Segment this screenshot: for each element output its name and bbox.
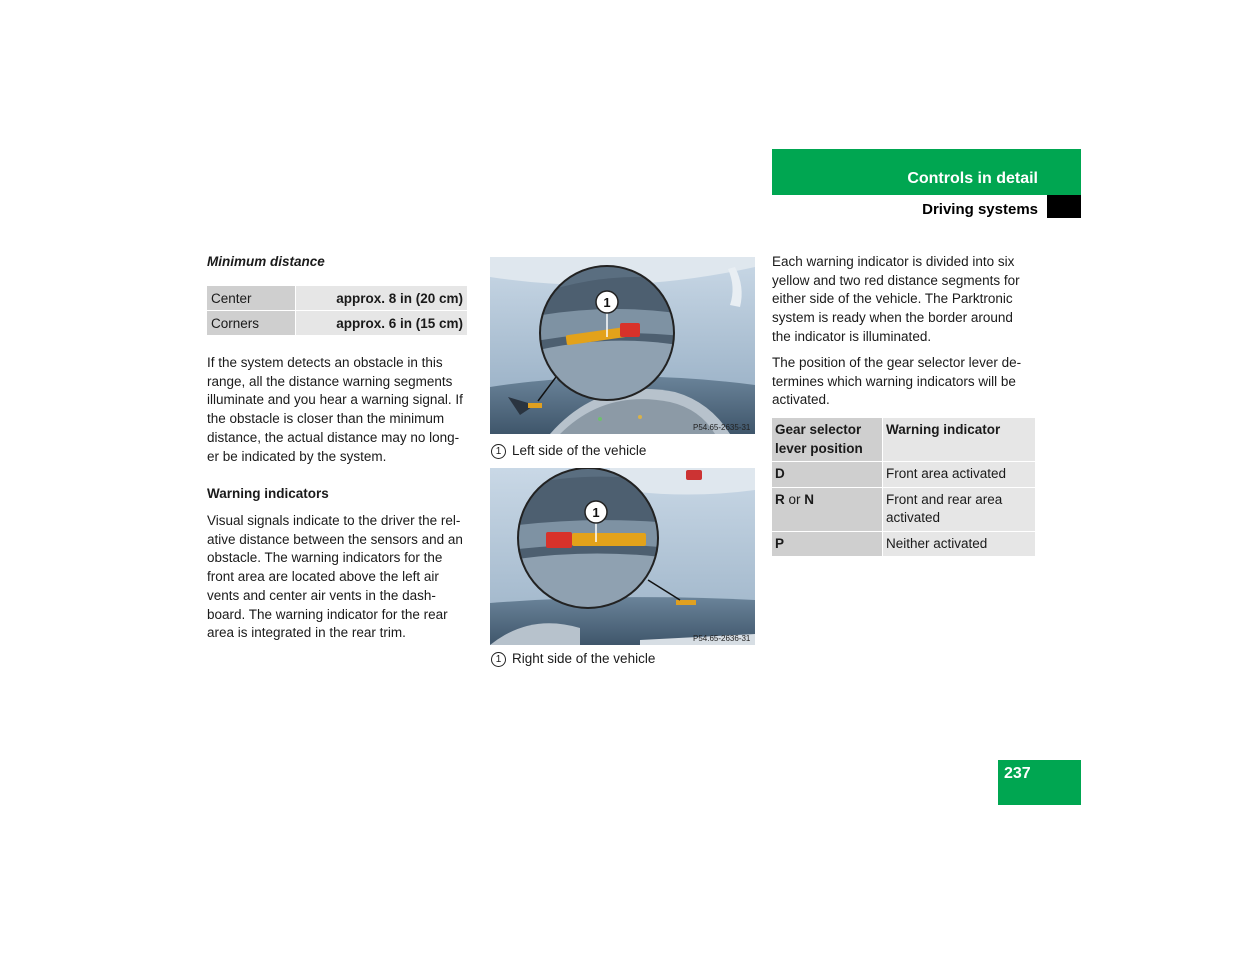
text-line: system is ready when the border around (772, 310, 1013, 326)
text-line: If the system detects an obstacle in this (207, 355, 443, 370)
text-line: activated. (772, 392, 830, 408)
figure-left-side (490, 257, 755, 434)
table-row (772, 488, 1035, 532)
row-label: Corners (207, 311, 295, 336)
table-row (207, 286, 467, 311)
gear-position-cell: P (772, 532, 882, 558)
text-line: The position of the gear selector lever de- (772, 355, 1022, 370)
indicator-cell: Front area activated (882, 462, 1035, 488)
min-distance-heading: Minimum distance (207, 254, 325, 269)
paragraph-min-distance (207, 354, 482, 466)
callout-circle: 1 (491, 444, 506, 459)
section-title: Controls in detail (907, 170, 1038, 187)
caption-text: Right side of the vehicle (512, 651, 656, 666)
text-line: distance, the actual distance may no long- (207, 429, 460, 445)
paragraph-warning-indicators (207, 512, 482, 643)
dashboard-left-illustration (490, 257, 755, 434)
text-line: er be indicated by the system. (207, 448, 387, 464)
paragraph-segments (772, 253, 1044, 347)
text-line: Each warning indicator is divided into six (772, 254, 1015, 269)
gear-position-cell: R or N (772, 488, 882, 532)
text-line: range, all the distance warning segments (207, 373, 453, 389)
table-row (207, 311, 467, 336)
figure-right-side (490, 468, 755, 645)
header-cell: Warning indicator (882, 418, 1035, 462)
text-line: ative distance between the sensors and an (207, 531, 463, 547)
gear-selector-table (772, 418, 1035, 557)
gear-position-cell: D (772, 462, 882, 488)
figure-code: P54.65-2635-31 (693, 423, 751, 432)
text-line: obstacle. The warning indicators for the (207, 550, 443, 566)
row-value: approx. 6 in (15 cm) (295, 311, 467, 336)
text-line: Visual signals indicate to the driver the rel- (207, 513, 461, 528)
text-line: illuminate and you hear a warning signal. If (207, 392, 463, 408)
text-line: either side of the vehicle. The Parktronic (772, 291, 1013, 307)
text-line: area is integrated in the rear trim. (207, 625, 406, 641)
callout-circle: 1 (491, 652, 506, 667)
text-line: the indicator is illuminated. (772, 328, 932, 344)
text-line: the obstacle is closer than the minimum (207, 411, 445, 427)
paragraph-gear-selector (772, 354, 1044, 410)
text-line: vents and center air vents in the dash- (207, 587, 436, 603)
row-label: Center (207, 286, 295, 311)
text-line: board. The warning indicator for the rear (207, 606, 448, 622)
figure-caption-left (491, 443, 646, 459)
indicator-cell: Front and rear area activated (882, 488, 1035, 532)
indicator-cell: Neither activated (882, 532, 1035, 558)
text-line: yellow and two red distance segments for (772, 272, 1020, 288)
callout-number: 1 (603, 295, 611, 310)
figure-code: P54.65-2636-31 (693, 634, 751, 643)
table-header-row (772, 418, 1035, 462)
text-line: termines which warning indicators will be (772, 373, 1016, 389)
table-row (772, 462, 1035, 488)
callout-number: 1 (592, 505, 600, 520)
min-distance-table (207, 286, 467, 336)
warning-indicators-heading: Warning indicators (207, 486, 329, 501)
caption-text: Left side of the vehicle (512, 443, 647, 458)
subsection-title: Driving systems (922, 201, 1038, 218)
row-value: approx. 8 in (20 cm) (295, 286, 467, 311)
page-number: 237 (1004, 765, 1031, 782)
dashboard-right-illustration (490, 468, 755, 645)
header-marker (1047, 195, 1081, 218)
text-line: front area are located above the left air (207, 569, 439, 585)
figure-caption-right (491, 651, 655, 667)
table-row (772, 532, 1035, 558)
header-cell: Gear selector lever position (772, 418, 882, 462)
